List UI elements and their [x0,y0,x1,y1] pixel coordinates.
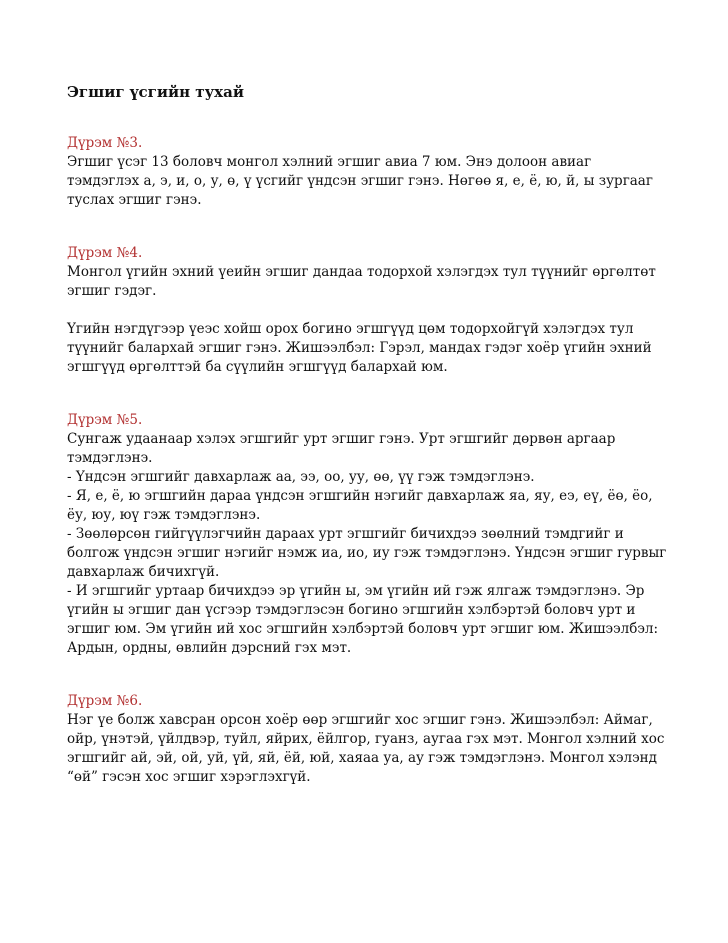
rule-3-heading: Дүрэм №3. [67,135,143,151]
rule-3-paragraph: Эгшиг үсэг 13 боловч монгол хэлний эгшиг авиа 7 юм. Энэ долоон авиаг тэмдэглэх а, э, и, о, у, ө, ү үсгийг үндсэн эгшиг гэнэ. Нөгөө я, е, ё, ю, й, ы зургааг туслах эгшиг гэнэ. [67,154,653,208]
rule-5-item-1: - Үндсэн эгшгийг давхарлаж аа, ээ, оо, уу, өө, үү гэж тэмдэглэнэ. [67,469,535,485]
rule-5-heading: Дүрэм №5. [67,412,143,428]
rule-6-section [67,692,667,787]
rule-5-section [67,411,667,658]
rule-4-section [67,244,667,377]
rule-5-item-2: - Я, е, ё, ю эгшгийн дараа үндсэн эгшгийн нэгийг давхарлаж яа, яу, еэ, еү, ёө, ёо, ёу, юу, юү гэж тэмдэглэнэ. [67,488,653,523]
rule-4-heading: Дүрэм №4. [67,245,143,261]
rule-5-item-3: - Зөөлөрсөн гийгүүлэгчийн дараах урт эгшгийг бичихдээ зөөлний тэмдгийг и болгож үндсэн эгшиг нэгийг нэмж иа, ио, иу гэж тэмдэглэнэ. Үндсэн эгшиг гурвыг давхарлаж бичихгүй. [67,526,667,580]
rule-6-paragraph: Нэг үе болж хавсран орсон хоёр өөр эгшгийг хос эгшиг гэнэ. Жишээлбэл: Аймаг, ойр, үнэтэй, үйлдвэр, туйл, яйрих, ёйлгор, гуанз, аугаа гэх мэт. Монгол хэлний хос эгшгийг ай, эй, ой, уй, үй, яй, ёй, юй, хаяаа уа, ау гэж тэмдэглэнэ. Монгол хэлэнд “өй” гэсэн хос эгшиг хэрэглэхгүй. [67,712,665,785]
document-page [67,80,667,821]
rule-4-paragraph-2: Үгийн нэгдүгээр үеэс хойш орох богино эгшгүүд цөм тодорхойгүй хэлэгдэх тул түүнийг балархай эгшиг гэнэ. Жишээлбэл: Гэрэл, мандах гэдэг хоёр үгийн эхний эгшгүүд өргөлттэй ба сүүлийн эгшгүүд балархай юм. [67,321,652,375]
rule-6-heading: Дүрэм №6. [67,693,143,709]
page-title: Эгшиг үсгийн тухай [67,83,244,101]
rule-4-paragraph-1: Монгол үгийн эхний үеийн эгшиг дандаа тодорхой хэлэгдэх тул түүнийг өргөлтөт эгшиг гэдэг. [67,264,656,299]
rule-5-item-4: - И эгшгийг уртаар бичихдээ эр үгийн ы, эм үгийн ий гэж ялгаж тэмдэглэнэ. Эр үгийн ы эгшиг дан үсгээр тэмдэглэсэн богино эгшгийн хэлбэртэй боловч урт и эгшиг юм. Эм үгийн ий хос эгшгийн хэлбэртэй боловч урт эгшиг юм. Жишээлбэл: Ардын, ордны, өвлийн дэрсний гэх мэт. [67,583,659,656]
rule-5-paragraph-1: Сунгаж удаанаар хэлэх эгшгийг урт эгшиг гэнэ. Урт эгшгийг дөрвөн аргаар тэмдэглэнэ. [67,431,616,466]
rule-3-section [67,134,667,210]
